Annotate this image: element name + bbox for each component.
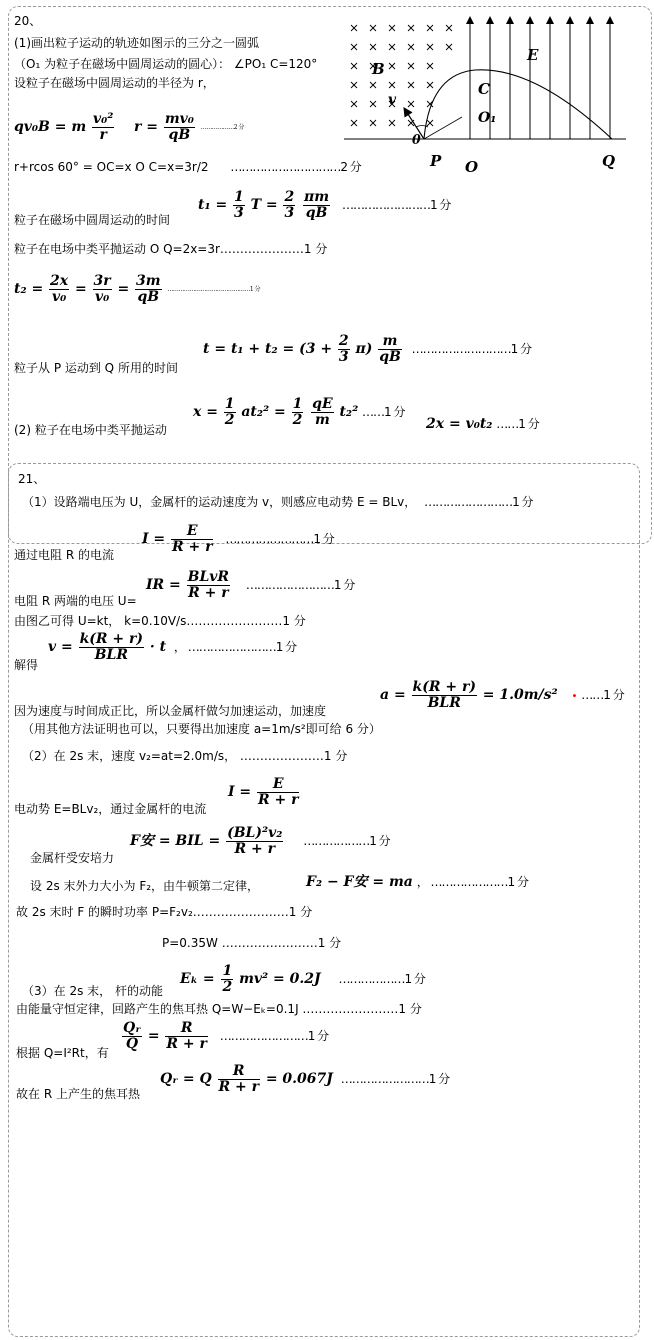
q20-part2-equation: x = $\frac{1}{2}$ at₂² = $\frac{1}{2}$ $\frac{qE}{m}$ t₂² ……1 分 (193, 396, 405, 428)
q21-graph-line: 由图乙可得 U=kt， k=0.10V/s……………………1 分 (14, 614, 306, 628)
label-theta: θ (412, 133, 421, 148)
field-cross (389, 63, 395, 69)
label-P: P (430, 152, 442, 170)
field-cross (351, 63, 357, 69)
q21-ke-eq: Eₖ = $\frac{1}{2}$ mv² = 0.2J ………………1 分 (180, 963, 425, 995)
q21-newton-eq: F₂ − F安 = ma ， …………………1 分 (306, 874, 528, 890)
q21-part2-velocity: （2）在 2s 末，速度 v₂=at=2.0m/s， …………………1 分 (22, 749, 348, 763)
field-cross (427, 82, 433, 88)
field-cross (408, 101, 414, 107)
field-cross (427, 63, 433, 69)
label-E: E (527, 46, 539, 64)
red-dot: • (571, 691, 578, 702)
q21-heat-label: 故在 R 上产生的焦耳热 (16, 1087, 140, 1101)
q21-ratio-eq: $\frac{\text{Qᵣ}}{Q}$ = $\frac{R}{R + r}$ ……………………1 分 (123, 1020, 329, 1052)
q21-ratio-label: 根据 Q=I²Rt，有 (16, 1046, 109, 1060)
q21-power-value: P=0.35W ……………………1 分 (162, 936, 342, 950)
field-cross (370, 82, 376, 88)
field-cross (427, 120, 433, 126)
label-v: v (388, 92, 397, 108)
eq-fraction: $\frac{\text{mv₀}}{qB}$ (164, 111, 194, 143)
field-cross (389, 44, 395, 50)
field-cross (351, 44, 357, 50)
q20-t2-equation: t₂ = $\frac{2x}{\text{v₀}}$ = $\frac{3r}{\text{v₀}}$ = $\frac{3m}{qB}$ ………………………………………1 分 (14, 273, 261, 305)
field-cross (427, 44, 433, 50)
q21-current-eq: I = $\frac{E}{R + r}$ ……………………1 分 (142, 523, 334, 555)
field-cross (446, 25, 452, 31)
label-Q: Q (602, 152, 616, 170)
q21-emf-label: 电动势 E=BLv₂，通过金属杆的电流 (14, 802, 207, 816)
q20-part2-label: (2) 粒子在电场中类平抛运动 (14, 423, 167, 437)
q21-number: 21、 (18, 472, 46, 486)
q20-field-diagram (344, 14, 626, 190)
q20-geometry: r+rcos 60° = OC=x O C=x=3r/2 …………………………2 分 (14, 160, 361, 174)
q21-ke-label: （3）在 2s 末， 杆的动能 (22, 984, 163, 998)
q21-velocity-eq: v = $\frac{k(R + r)}{\text{BLR}}$ · t ， ……………………1 分 (48, 631, 297, 663)
field-cross (427, 25, 433, 31)
q20-t1-equation: t₁ = $\frac{1}{3}$ T = $\frac{2}{3}$ $\frac{\pi m}{qB}$ ……………………1 分 (198, 189, 451, 221)
q20-eq-force (14, 112, 116, 143)
trajectory-curve (424, 70, 612, 139)
label-C: C (478, 80, 490, 98)
field-cross (370, 101, 376, 107)
q20-part1-line2: （O₁ 为粒子在磁场中圆周运动的圆心）： ∠PO₁ C=120° (14, 57, 318, 71)
q21-energy-line: 由能量守恒定律，回路产生的焦耳热 Q=W−Eₖ=0.1J ……………………1 分 (16, 1002, 422, 1016)
field-cross (351, 25, 357, 31)
q21-accel-eq: a = $\frac{k(R + r)}{\text{BLR}}$ = 1.0m/s² • ……1 分 (380, 679, 624, 711)
field-cross (370, 120, 376, 126)
q20-total-label: 粒子从 P 运动到 Q 所用的时间 (14, 361, 178, 375)
label-B: B (372, 60, 385, 78)
field-cross (408, 82, 414, 88)
magnetic-field-crosses (351, 25, 452, 126)
q21-accel-label: 因为速度与时间成正比，所以金属杆做匀加速运动，加速度 (14, 704, 327, 718)
field-cross (408, 25, 414, 31)
q20-part1-line3: 设粒子在磁场中圆周运动的半径为 r， (14, 76, 215, 90)
q21-ampere-label: 金属杆受安培力 (30, 851, 115, 865)
q20-oq-line: 粒子在电场中类平抛运动 O Q=2x=3r…………………1 分 (14, 242, 328, 256)
field-cross (351, 120, 357, 126)
field-cross (389, 25, 395, 31)
q20-eq-radius: r = $\frac{\text{mv₀}}{qB}$ ………………2 分 (134, 111, 244, 143)
field-cross (389, 120, 395, 126)
q21-current2-eq: I = $\frac{E}{R + r}$ (228, 776, 299, 808)
q21-line1: （1）设路端电压为 U，金属杆的运动速度为 v，则感应电动势 E = BLv， ……………………1 分 (22, 495, 533, 509)
q21-newton-label: 设 2s 末外力大小为 F₂，由牛顿第二定律， (30, 879, 260, 893)
eq-lhs: qv₀B = m (14, 119, 87, 135)
q21-voltage-eq: IR = $\frac{\text{BLvR}}{R + r}$ ……………………1 分 (146, 569, 355, 601)
label-O1: O₁ (478, 110, 497, 126)
label-O: O (465, 158, 479, 176)
field-cross (370, 44, 376, 50)
eq-fraction: $\frac{\text{v₀²}}{r}$ (93, 111, 114, 143)
q21-solve-label: 解得 (14, 658, 39, 672)
field-cross (408, 63, 414, 69)
q21-ampere-eq: F安 = BIL = $\frac{\text{(BL)²v₂}}{R + r}$ ………………1 分 (130, 825, 390, 857)
q21-power-line: 故 2s 末时 F 的瞬时功率 P=F₂v₂……………………1 分 (16, 905, 313, 919)
field-cross (351, 82, 357, 88)
q20-number: 20、 (14, 14, 42, 28)
field-cross (351, 101, 357, 107)
q20-part2-eq2: 2x = v₀t₂ ……1 分 (426, 416, 539, 432)
q20-t1-label: 粒子在磁场中圆周运动的时间 (14, 213, 171, 227)
q21-voltage-label: 电阻 R 两端的电压 U= (14, 594, 137, 608)
q20-total-equation: t = t₁ + t₂ = (3 + $\frac{2}{3}$ π) $\frac{m}{qB}$ ………………………1 分 (203, 333, 532, 365)
radius-line (424, 117, 462, 139)
q20-part1-line1: (1)画出粒子运动的轨迹如图示的三分之一圆弧 (14, 36, 259, 50)
field-cross (370, 25, 376, 31)
field-cross (408, 44, 414, 50)
field-cross (389, 82, 395, 88)
q21-heat-eq: Qᵣ = Q $\frac{R}{R + r}$ = 0.067J ……………………1 分 (160, 1063, 450, 1095)
q21-current-label: 通过电阻 R 的电流 (14, 548, 114, 562)
q21-note: （用其他方法证明也可以，只要得出加速度 a=1m/s²即可给 6 分） (22, 722, 381, 736)
field-cross (446, 44, 452, 50)
